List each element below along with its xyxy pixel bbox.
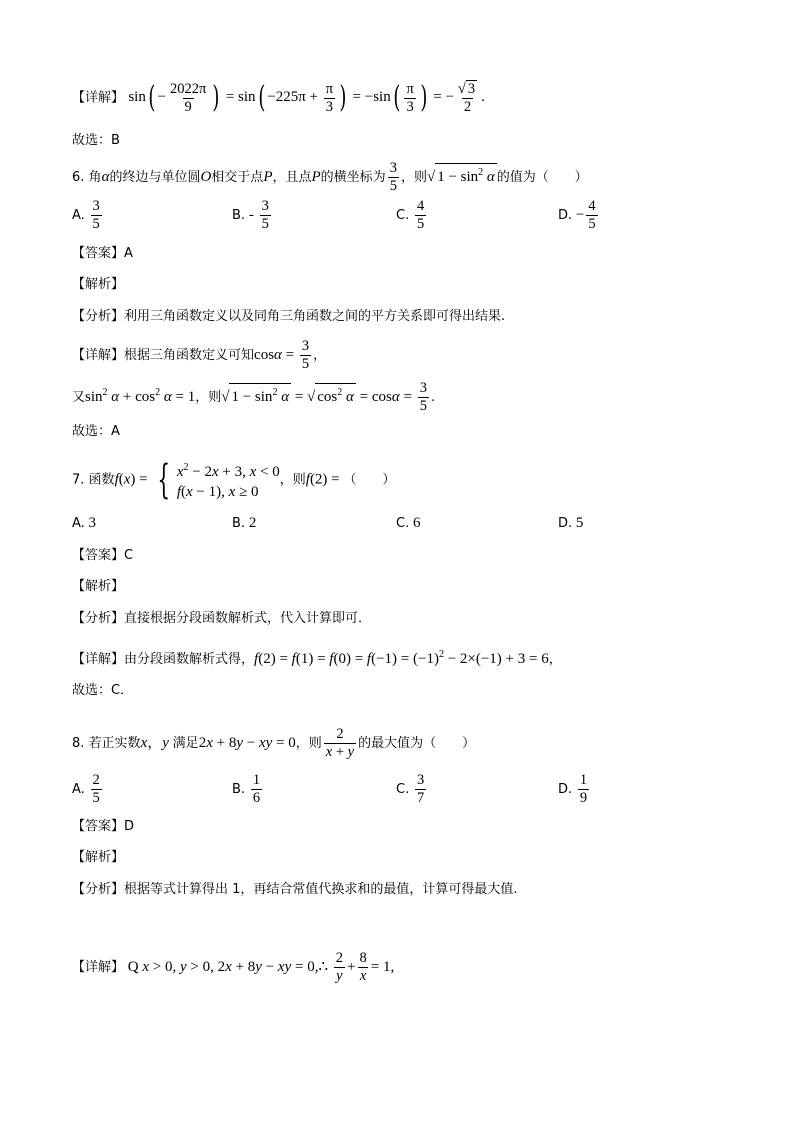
q7-answer: 【答案】C [72,548,134,563]
q7-fenxi: 【分析】直接根据分段函数解析式，代入计算即可． [72,611,372,626]
q8-option-c[interactable]: C. $\frac{3}{7}$ [396,772,425,806]
q7-analysis-tag: 【解析】 [72,579,125,594]
q8-option-d[interactable]: D. $\frac{1}{9}$ [558,772,588,806]
q6-stem: 6. 角α的终边与单位圆O相交于点P，且点P的横坐标为 $\frac{3}{5}$ ，则√ $1 - \sin^2 \alpha$ 的值为（ ） [72,160,588,194]
q6-analysis-tag: 【解析】 [72,277,125,292]
q8-answer: 【答案】D [72,819,135,834]
q7-option-a[interactable]: A. 3 [72,515,97,531]
q6-option-c[interactable]: C. $\frac{4}{5}$ [396,198,425,232]
q5-conclusion: 故选：B [72,133,120,148]
detail-tag: 【详解】 [72,90,125,106]
q7-detail: 【详解】由分段函数解析式得，$f(2) = f(1) = f(0) = f(-1) = (-1)^2 - 2\times(-1) + 3 = 6$， [72,649,562,667]
q8-fenxi: 【分析】根据等式计算得出 1，再结合常值代换求和的最值，计算可得最大值. [72,882,518,897]
q7-stem: 7. 函数f(x) = { $x^2 - 2x + 3$, x < 0 f(x − 1), x ≥ 0 ，则f(2) = （ ） [72,457,396,503]
q8-analysis-tag: 【解析】 [72,850,125,865]
q6-answer: 【答案】A [72,246,133,261]
q6-detail-2: 又$\sin^2 \alpha + \cos^2 \alpha = 1$，则√ $1 - \sin^2 \alpha$ = √ $\cos^2 \alpha = \cos\alpha$ = $\frac{3}{5}$ . [72,380,436,414]
q8-option-a[interactable]: A. $\frac{2}{5}$ [72,772,100,806]
q8-detail: 【详解】 Q x > 0, y > 0, 2x + 8y − xy = 0,∴ $\frac{2}{y}$ + $\frac{8}{x}$ = 1, [72,950,395,984]
q7-option-b[interactable]: B. 2 [232,515,257,531]
q6-option-a[interactable]: A. $\frac{3}{5}$ [72,198,100,232]
q5-detail-line [72,80,485,116]
math-expression: sin( − $\frac{2022\pi}{9}$ ) = sin( −225π + $\frac{\pi}{3}$ ) = −sin( $\frac{\pi}{3}$ ) = − $\frac{√ 3}{2}$ . [128,80,485,115]
q8-stem: 8. 若正实数x，y 满足2x + 8y − xy = 0，则 $\frac{2}{x + y}$ 的最大值为（ ） [72,726,476,760]
q6-option-b[interactable]: B. - $\frac{3}{5}$ [232,198,269,232]
q7-conclusion: 故选：C． [72,683,134,698]
q7-option-c[interactable]: C. 6 [396,515,421,531]
q6-conclusion: 故选：A [72,424,120,439]
question-number: 6. [72,170,85,185]
q6-fenxi: 【分析】利用三角函数定义以及同角三角函数之间的平方关系即可得出结果. [72,309,506,324]
q6-option-d[interactable]: D. − $\frac{4}{5}$ [558,198,596,232]
q6-detail-1: 【详解】根据三角函数定义可知cosα = $\frac{3}{5}$ ， [72,338,327,372]
q7-option-d[interactable]: D. 5 [558,515,584,531]
q8-option-b[interactable]: B. $\frac{1}{6}$ [232,772,261,806]
